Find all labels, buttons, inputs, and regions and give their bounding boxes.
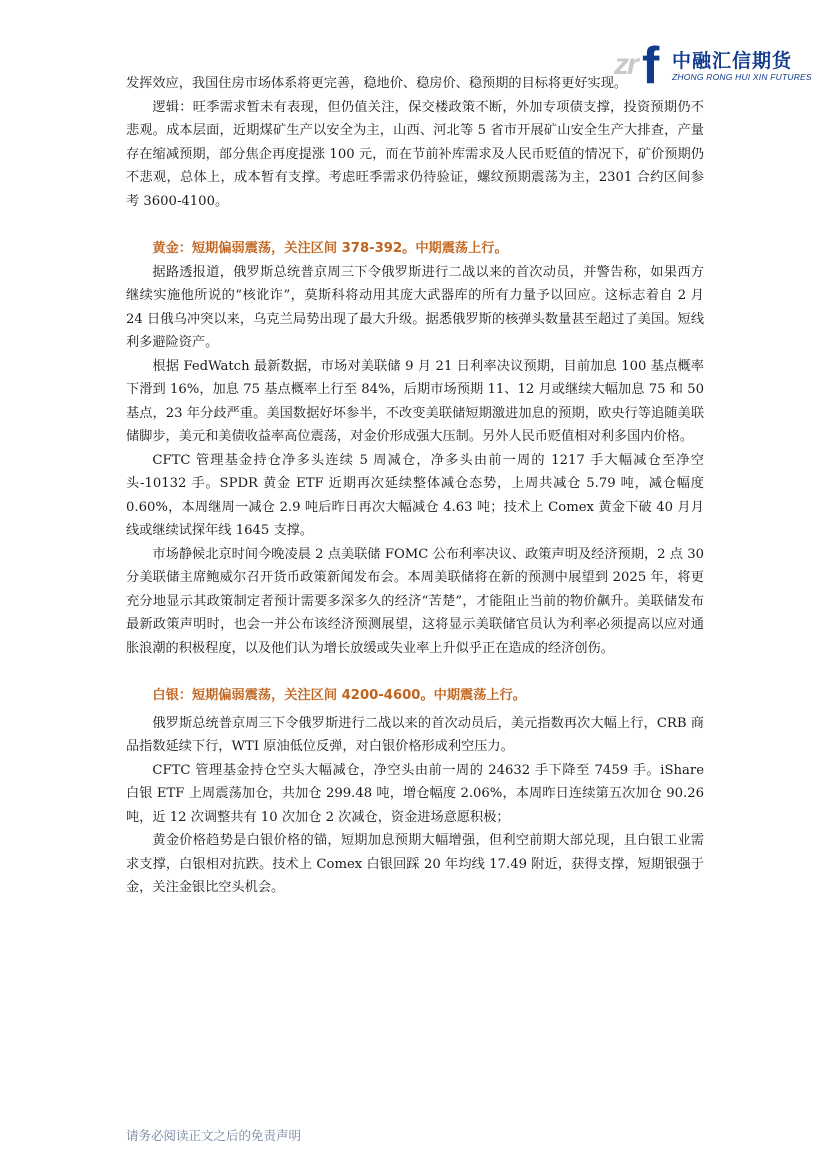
disclaimer-footer: 请务必阅读正文之后的免责声明 <box>126 1128 302 1143</box>
silver-paragraph-1: 俄罗斯总统普京周三下令俄罗斯进行二战以来的首次动员后，美元指数再次大幅上行，CRB 商品指数延续下行，WTI 原油低位反弹，对白银价格形成利空压力。 <box>126 715 704 754</box>
logo-company-name-en: ZHONG RONG HUI XIN FUTURES <box>672 72 812 82</box>
gold-paragraph-3: CFTC 管理基金持仓净多头连续 5 周减仓，净多头由前一周的 1217 手大幅减仓至净空头-10132 手。SPDR 黄金 ETF 近期再次延续整体减仓态势，上周共减仓 5.79 吨，减仓幅度 0.60%，本周继周一减仓 2.9 吨后昨日再次大幅减仓 4.63 吨；技术上 Comex 黄金下破 40 月月线或继续试探年线 1645 支撑。 <box>126 452 704 538</box>
report-body <box>126 72 704 900</box>
logo-zr-mark: zr <box>614 48 637 81</box>
silver-paragraph-3: 黄金价格趋势是白银价格的锚，短期加息预期大幅增强，但利空前期大部兑现，且白银工业需求支撑，白银相对抗跌。技术上 Comex 白银回踩 20 年均线 17.49 附近，获得支撑，短期银强于金，关注金银比空头机会。 <box>126 833 704 895</box>
gold-paragraph-2: 根据 FedWatch 最新数据，市场对美联储 9 月 21 日利率决议预期，目前加息 100 基点概率下滑到 16%，加息 75 基点概率上行至 84%，后期市场预期 11、12 月或继续大幅加息 75 和 50 基点，23 年分歧严重。美国数据好坏参半，不改变美联储短期激进加息的预期，欧央行等追随美联储脚步，美元和美债收益率高位震荡，对金价形成强大压制。另外人民币贬值相对利多国内价格。 <box>126 358 704 444</box>
logo-company-name-cn: 中融汇信期货 <box>672 50 793 72</box>
gold-section-heading: 黄金：短期偏弱震荡，关注区间 378-392。中期震荡上行。 <box>152 241 508 256</box>
logo-f-mark: f <box>642 37 660 95</box>
silver-section-heading: 白银：短期偏弱震荡，关注区间 4200-4600。中期震荡上行。 <box>152 688 526 703</box>
steel-logic-paragraph: 逻辑：旺季需求暂未有表现，但仍值关注，保交楼政策不断，外加专项债支撑，投资预期仍不悲观。成本层面，近期煤矿生产以安全为主，山西、河北等 5 省市开展矿山安全生产大排查，产量存在缩减预期，部分焦企再度提涨 100 元，而在节前补库需求及人民币贬值的情况下，矿价预期仍不悲观，总体上，成本暂有支撑。考虑旺季需求仍待验证，螺纹预期震荡为主，2301 合约区间参考 3600-4100。 <box>126 99 704 209</box>
intro-continuation: 发挥效应，我国住房市场体系将更完善，稳地价、稳房价、稳预期的目标将更好实现。 <box>126 76 628 91</box>
gold-paragraph-1: 据路透报道，俄罗斯总统普京周三下令俄罗斯进行二战以来的首次动员，并警告称，如果西方继续实施他所说的“核讹诈”，莫斯科将动用其庞大武器库的所有力量予以回应。这标志着自 2 月 24 日俄乌冲突以来，乌克兰局势出现了最大升级。据悉俄罗斯的核弹头数量甚至超过了美国。短线利多避险资产。 <box>126 264 704 350</box>
gold-paragraph-4: 市场静候北京时间今晚凌晨 2 点美联储 FOMC 公布利率决议、政策声明及经济预期，2 点 30 分美联储主席鲍威尔召开货币政策新闻发布会。本周美联储将在新的预测中展望到 2025 年，将更充分地显示其政策制定者预计需要多深多久的经济“苦楚”，才能阻止当前的物价飙升。美联储发布最新政策声明时，也会一并公布该经济预测展望，这将显示美联储官员认为利率必须提高以应对通胀浪潮的积极程度，以及他们认为增长放缓或失业率上升似乎正在造成的经济创伤。 <box>126 546 704 656</box>
silver-paragraph-2: CFTC 管理基金持仓空头大幅减仓，净空头由前一周的 24632 手下降至 7459 手。iShare 白银 ETF 上周震荡加仓，共加仓 299.48 吨，增仓幅度 2.06%，本周昨日连续第五次加仓 90.26 吨，近 12 次调整共有 10 次加仓 2 次减仓，资金进场意愿积极； <box>126 762 704 825</box>
